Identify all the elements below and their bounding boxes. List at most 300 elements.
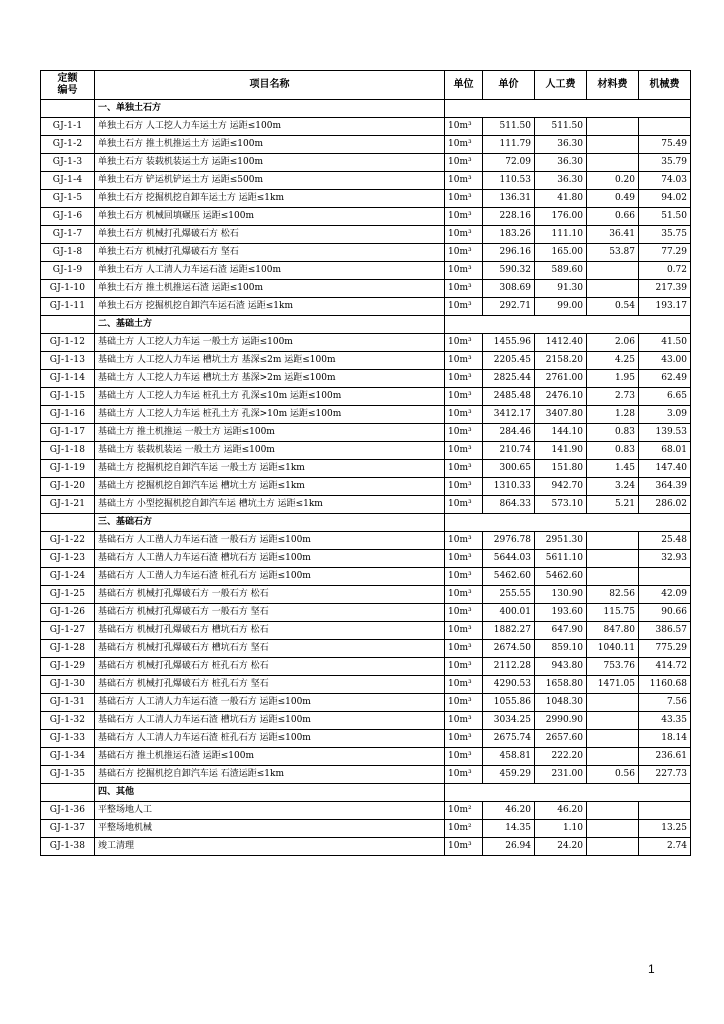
item-code: GJ-1-28 [41, 640, 95, 658]
labor-cost: 511.50 [535, 118, 587, 136]
table-row [41, 658, 691, 676]
header-name: 项目名称 [95, 71, 445, 100]
item-unit: 10m³ [445, 118, 483, 136]
item-name: 基础土方 推土机推运 一般土方 运距≤100m [95, 424, 445, 442]
labor-cost: 1658.80 [535, 676, 587, 694]
item-code: GJ-1-25 [41, 586, 95, 604]
material-cost [587, 568, 639, 586]
unit-price: 864.33 [483, 496, 535, 514]
machine-cost: 62.49 [639, 370, 691, 388]
material-cost: 1.28 [587, 406, 639, 424]
labor-cost: 111.10 [535, 226, 587, 244]
material-cost [587, 820, 639, 838]
material-cost: 847.80 [587, 622, 639, 640]
table-row [41, 694, 691, 712]
machine-cost: 35.75 [639, 226, 691, 244]
material-cost [587, 802, 639, 820]
item-code: GJ-1-14 [41, 370, 95, 388]
unit-price: 308.69 [483, 280, 535, 298]
table-row [41, 334, 691, 352]
item-unit: 10m³ [445, 136, 483, 154]
item-unit: 10m³ [445, 838, 483, 856]
unit-price: 458.81 [483, 748, 535, 766]
unit-price: 284.46 [483, 424, 535, 442]
unit-price: 2674.50 [483, 640, 535, 658]
table-row [41, 532, 691, 550]
table-row [41, 424, 691, 442]
item-unit: 10m³ [445, 586, 483, 604]
item-unit: 10m³ [445, 766, 483, 784]
unit-price: 2485.48 [483, 388, 535, 406]
item-code: GJ-1-5 [41, 190, 95, 208]
table-row [41, 550, 691, 568]
material-cost: 3.24 [587, 478, 639, 496]
section-row [41, 784, 691, 802]
machine-cost: 236.61 [639, 748, 691, 766]
unit-price: 46.20 [483, 802, 535, 820]
unit-price: 72.09 [483, 154, 535, 172]
header-unit: 单位 [445, 71, 483, 100]
machine-cost [639, 568, 691, 586]
table-row [41, 244, 691, 262]
unit-price: 2205.45 [483, 352, 535, 370]
unit-price: 296.16 [483, 244, 535, 262]
material-cost: 2.06 [587, 334, 639, 352]
labor-cost: 99.00 [535, 298, 587, 316]
item-code: GJ-1-2 [41, 136, 95, 154]
item-name: 平整场地机械 [95, 820, 445, 838]
item-unit: 10m³ [445, 352, 483, 370]
header-machine: 机械费 [639, 71, 691, 100]
unit-price: 400.01 [483, 604, 535, 622]
item-unit: 10m³ [445, 388, 483, 406]
item-name: 基础石方 人工清人力车运石渣 一般石方 运距≤100m [95, 694, 445, 712]
item-unit: 10m³ [445, 550, 483, 568]
table-row [41, 352, 691, 370]
item-name: 单独土石方 推土机推运土方 运距≤100m [95, 136, 445, 154]
item-name: 基础土方 人工挖人力车运 一般土方 运距≤100m [95, 334, 445, 352]
material-cost [587, 154, 639, 172]
item-code: GJ-1-15 [41, 388, 95, 406]
section-code-cell [41, 316, 95, 334]
machine-cost: 74.03 [639, 172, 691, 190]
section-title: 二、基础土方 [95, 316, 445, 334]
item-unit: 10m³ [445, 568, 483, 586]
item-name: 基础石方 推土机推运石渣 运距≤100m [95, 748, 445, 766]
machine-cost: 7.56 [639, 694, 691, 712]
item-name: 单独土石方 装载机装运土方 运距≤100m [95, 154, 445, 172]
table-row [41, 820, 691, 838]
machine-cost: 3.09 [639, 406, 691, 424]
item-name: 基础土方 装载机装运 一般土方 运距≤100m [95, 442, 445, 460]
unit-price: 300.65 [483, 460, 535, 478]
unit-price: 14.35 [483, 820, 535, 838]
item-code: GJ-1-30 [41, 676, 95, 694]
unit-price: 292.71 [483, 298, 535, 316]
page-number: 1 [648, 962, 655, 976]
section-row [41, 316, 691, 334]
material-cost [587, 730, 639, 748]
header-code: 定额 编号 [41, 71, 95, 100]
material-cost: 0.54 [587, 298, 639, 316]
item-unit: 10m³ [445, 370, 483, 388]
material-cost [587, 838, 639, 856]
item-unit: 10m³ [445, 478, 483, 496]
unit-price: 26.94 [483, 838, 535, 856]
labor-cost: 36.30 [535, 172, 587, 190]
table-row [41, 172, 691, 190]
item-name: 基础石方 人工凿人力车运石渣 桩孔石方 运距≤100m [95, 568, 445, 586]
table-row [41, 766, 691, 784]
table-row [41, 478, 691, 496]
labor-cost: 130.90 [535, 586, 587, 604]
item-name: 基础土方 人工挖人力车运 桩孔土方 孔深≤10m 运距≤100m [95, 388, 445, 406]
item-unit: 10m³ [445, 172, 483, 190]
item-name: 基础石方 机械打孔爆破石方 一般石方 坚石 [95, 604, 445, 622]
machine-cost: 51.50 [639, 208, 691, 226]
header-price: 单价 [483, 71, 535, 100]
labor-cost: 46.20 [535, 802, 587, 820]
machine-cost: 43.35 [639, 712, 691, 730]
item-name: 基础石方 机械打孔爆破石方 槽坑石方 松石 [95, 622, 445, 640]
labor-cost: 942.70 [535, 478, 587, 496]
item-code: GJ-1-16 [41, 406, 95, 424]
material-cost: 115.75 [587, 604, 639, 622]
section-blank-cell [445, 784, 691, 802]
machine-cost: 286.02 [639, 496, 691, 514]
item-name: 单独土石方 人工挖人力车运土方 运距≤100m [95, 118, 445, 136]
section-code-cell [41, 784, 95, 802]
item-code: GJ-1-19 [41, 460, 95, 478]
labor-cost: 2158.20 [535, 352, 587, 370]
item-unit: 10m³ [445, 496, 483, 514]
item-code: GJ-1-3 [41, 154, 95, 172]
material-cost: 2.73 [587, 388, 639, 406]
item-name: 基础石方 人工凿人力车运石渣 一般石方 运距≤100m [95, 532, 445, 550]
machine-cost: 43.00 [639, 352, 691, 370]
labor-cost: 2990.90 [535, 712, 587, 730]
machine-cost: 42.09 [639, 586, 691, 604]
item-name: 单独土石方 挖掘机挖自卸汽车运石渣 运距≤1km [95, 298, 445, 316]
table-row [41, 406, 691, 424]
machine-cost: 775.29 [639, 640, 691, 658]
material-cost [587, 532, 639, 550]
labor-cost: 5462.60 [535, 568, 587, 586]
unit-price: 2825.44 [483, 370, 535, 388]
table-row [41, 496, 691, 514]
labor-cost: 589.60 [535, 262, 587, 280]
item-unit: 10m³ [445, 190, 483, 208]
table-row [41, 748, 691, 766]
unit-price: 459.29 [483, 766, 535, 784]
item-unit: 10m³ [445, 532, 483, 550]
item-code: GJ-1-34 [41, 748, 95, 766]
labor-cost: 231.00 [535, 766, 587, 784]
item-code: GJ-1-12 [41, 334, 95, 352]
item-unit: 10m² [445, 802, 483, 820]
item-code: GJ-1-31 [41, 694, 95, 712]
header-row [41, 71, 691, 100]
machine-cost: 25.48 [639, 532, 691, 550]
table-row [41, 190, 691, 208]
item-name: 基础土方 人工挖人力车运 槽坑土方 基深≤2m 运距≤100m [95, 352, 445, 370]
section-title: 一、单独土石方 [95, 100, 445, 118]
material-cost [587, 748, 639, 766]
item-unit: 10m³ [445, 460, 483, 478]
labor-cost: 193.60 [535, 604, 587, 622]
machine-cost: 6.65 [639, 388, 691, 406]
item-name: 单独土石方 挖掘机挖自卸车运土方 运距≤1km [95, 190, 445, 208]
item-code: GJ-1-10 [41, 280, 95, 298]
table-row [41, 604, 691, 622]
section-row [41, 100, 691, 118]
item-code: GJ-1-8 [41, 244, 95, 262]
machine-cost [639, 802, 691, 820]
table-row [41, 226, 691, 244]
material-cost: 1471.05 [587, 676, 639, 694]
unit-price: 136.31 [483, 190, 535, 208]
labor-cost: 5611.10 [535, 550, 587, 568]
unit-price: 3412.17 [483, 406, 535, 424]
material-cost [587, 694, 639, 712]
table-row [41, 622, 691, 640]
item-unit: 10m³ [445, 424, 483, 442]
item-name: 竣工清理 [95, 838, 445, 856]
item-code: GJ-1-4 [41, 172, 95, 190]
item-unit: 10m³ [445, 334, 483, 352]
unit-price: 5462.60 [483, 568, 535, 586]
item-name: 基础石方 人工凿人力车运石渣 槽坑石方 运距≤100m [95, 550, 445, 568]
material-cost: 82.56 [587, 586, 639, 604]
item-unit: 10m³ [445, 262, 483, 280]
labor-cost: 2657.60 [535, 730, 587, 748]
item-name: 单独土石方 机械打孔爆破石方 松石 [95, 226, 445, 244]
section-code-cell [41, 100, 95, 118]
unit-price: 111.79 [483, 136, 535, 154]
section-title: 四、其他 [95, 784, 445, 802]
machine-cost: 68.01 [639, 442, 691, 460]
unit-price: 210.74 [483, 442, 535, 460]
item-code: GJ-1-33 [41, 730, 95, 748]
section-blank-cell [445, 100, 691, 118]
item-code: GJ-1-1 [41, 118, 95, 136]
item-unit: 10m³ [445, 640, 483, 658]
item-unit: 10m³ [445, 730, 483, 748]
material-cost: 0.56 [587, 766, 639, 784]
unit-price: 511.50 [483, 118, 535, 136]
material-cost: 53.87 [587, 244, 639, 262]
item-code: GJ-1-37 [41, 820, 95, 838]
labor-cost: 36.30 [535, 136, 587, 154]
material-cost: 5.21 [587, 496, 639, 514]
item-name: 基础石方 人工清人力车运石渣 桩孔石方 运距≤100m [95, 730, 445, 748]
labor-cost: 91.30 [535, 280, 587, 298]
labor-cost: 141.90 [535, 442, 587, 460]
unit-price: 1882.27 [483, 622, 535, 640]
item-name: 基础土方 人工挖人力车运 桩孔土方 孔深>10m 运距≤100m [95, 406, 445, 424]
machine-cost: 414.72 [639, 658, 691, 676]
item-code: GJ-1-20 [41, 478, 95, 496]
labor-cost: 176.00 [535, 208, 587, 226]
material-cost: 4.25 [587, 352, 639, 370]
labor-cost: 151.80 [535, 460, 587, 478]
labor-cost: 3407.80 [535, 406, 587, 424]
machine-cost: 94.02 [639, 190, 691, 208]
item-code: GJ-1-6 [41, 208, 95, 226]
material-cost [587, 118, 639, 136]
item-code: GJ-1-26 [41, 604, 95, 622]
unit-price: 2976.78 [483, 532, 535, 550]
material-cost [587, 712, 639, 730]
machine-cost: 18.14 [639, 730, 691, 748]
item-name: 单独土石方 铲运机铲运土方 运距≤500m [95, 172, 445, 190]
unit-price: 183.26 [483, 226, 535, 244]
machine-cost: 35.79 [639, 154, 691, 172]
labor-cost: 222.20 [535, 748, 587, 766]
labor-cost: 41.80 [535, 190, 587, 208]
unit-price: 2112.28 [483, 658, 535, 676]
header-material: 材料费 [587, 71, 639, 100]
item-unit: 10m² [445, 820, 483, 838]
machine-cost: 0.72 [639, 262, 691, 280]
item-unit: 10m³ [445, 226, 483, 244]
item-code: GJ-1-11 [41, 298, 95, 316]
labor-cost: 36.30 [535, 154, 587, 172]
unit-price: 1310.33 [483, 478, 535, 496]
table-row [41, 838, 691, 856]
item-unit: 10m³ [445, 154, 483, 172]
item-name: 基础石方 机械打孔爆破石方 桩孔石方 坚石 [95, 676, 445, 694]
item-unit: 10m³ [445, 748, 483, 766]
item-unit: 10m³ [445, 280, 483, 298]
machine-cost: 217.39 [639, 280, 691, 298]
item-unit: 10m³ [445, 208, 483, 226]
item-unit: 10m³ [445, 442, 483, 460]
item-unit: 10m³ [445, 658, 483, 676]
item-unit: 10m³ [445, 604, 483, 622]
material-cost [587, 280, 639, 298]
machine-cost: 147.40 [639, 460, 691, 478]
item-name: 单独土石方 机械打孔爆破石方 坚石 [95, 244, 445, 262]
table-row [41, 136, 691, 154]
material-cost: 0.49 [587, 190, 639, 208]
material-cost [587, 136, 639, 154]
item-code: GJ-1-38 [41, 838, 95, 856]
table-row [41, 208, 691, 226]
material-cost [587, 550, 639, 568]
table-row [41, 802, 691, 820]
item-code: GJ-1-18 [41, 442, 95, 460]
table-row [41, 370, 691, 388]
table-row [41, 712, 691, 730]
unit-price: 110.53 [483, 172, 535, 190]
labor-cost: 2476.10 [535, 388, 587, 406]
item-code: GJ-1-29 [41, 658, 95, 676]
machine-cost: 386.57 [639, 622, 691, 640]
section-title: 三、基础石方 [95, 514, 445, 532]
item-code: GJ-1-27 [41, 622, 95, 640]
section-row [41, 514, 691, 532]
table-row [41, 154, 691, 172]
item-name: 单独土石方 人工清人力车运石渣 运距≤100m [95, 262, 445, 280]
unit-price: 4290.53 [483, 676, 535, 694]
item-name: 基础土方 挖掘机挖自卸汽车运 一般土方 运距≤1km [95, 460, 445, 478]
machine-cost: 1160.68 [639, 676, 691, 694]
item-name: 基础石方 机械打孔爆破石方 一般石方 松石 [95, 586, 445, 604]
item-unit: 10m³ [445, 712, 483, 730]
machine-cost: 90.66 [639, 604, 691, 622]
item-unit: 10m³ [445, 406, 483, 424]
labor-cost: 165.00 [535, 244, 587, 262]
item-code: GJ-1-21 [41, 496, 95, 514]
machine-cost: 2.74 [639, 838, 691, 856]
material-cost [587, 262, 639, 280]
unit-price: 255.55 [483, 586, 535, 604]
section-blank-cell [445, 316, 691, 334]
material-cost: 0.83 [587, 442, 639, 460]
unit-price: 3034.25 [483, 712, 535, 730]
item-name: 单独土石方 机械回填碾压 运距≤100m [95, 208, 445, 226]
machine-cost: 77.29 [639, 244, 691, 262]
item-unit: 10m³ [445, 244, 483, 262]
item-code: GJ-1-36 [41, 802, 95, 820]
item-code: GJ-1-23 [41, 550, 95, 568]
quota-table [40, 70, 691, 856]
item-code: GJ-1-17 [41, 424, 95, 442]
header-labor: 人工费 [535, 71, 587, 100]
machine-cost: 75.49 [639, 136, 691, 154]
material-cost: 753.76 [587, 658, 639, 676]
machine-cost: 193.17 [639, 298, 691, 316]
table-row [41, 388, 691, 406]
item-code: GJ-1-24 [41, 568, 95, 586]
machine-cost: 32.93 [639, 550, 691, 568]
labor-cost: 1048.30 [535, 694, 587, 712]
material-cost: 1.45 [587, 460, 639, 478]
table-row [41, 262, 691, 280]
item-unit: 10m³ [445, 622, 483, 640]
item-name: 基础土方 小型挖掘机挖自卸汽车运 槽坑土方 运距≤1km [95, 496, 445, 514]
item-code: GJ-1-7 [41, 226, 95, 244]
unit-price: 228.16 [483, 208, 535, 226]
table-row [41, 730, 691, 748]
item-code: GJ-1-9 [41, 262, 95, 280]
item-unit: 10m³ [445, 694, 483, 712]
item-name: 基础石方 人工清人力车运石渣 槽坑石方 运距≤100m [95, 712, 445, 730]
table-row [41, 640, 691, 658]
material-cost: 1040.11 [587, 640, 639, 658]
labor-cost: 144.10 [535, 424, 587, 442]
labor-cost: 1.10 [535, 820, 587, 838]
labor-cost: 573.10 [535, 496, 587, 514]
table-row [41, 460, 691, 478]
unit-price: 1455.96 [483, 334, 535, 352]
labor-cost: 24.20 [535, 838, 587, 856]
table-row [41, 442, 691, 460]
table-row [41, 280, 691, 298]
item-name: 平整场地人工 [95, 802, 445, 820]
unit-price: 1055.86 [483, 694, 535, 712]
section-code-cell [41, 514, 95, 532]
item-name: 基础土方 挖掘机挖自卸汽车运 槽坑土方 运距≤1km [95, 478, 445, 496]
table-row [41, 586, 691, 604]
machine-cost: 139.53 [639, 424, 691, 442]
table-row [41, 568, 691, 586]
unit-price: 5644.03 [483, 550, 535, 568]
table-row [41, 118, 691, 136]
table-body [41, 100, 691, 856]
item-name: 基础石方 机械打孔爆破石方 槽坑石方 坚石 [95, 640, 445, 658]
